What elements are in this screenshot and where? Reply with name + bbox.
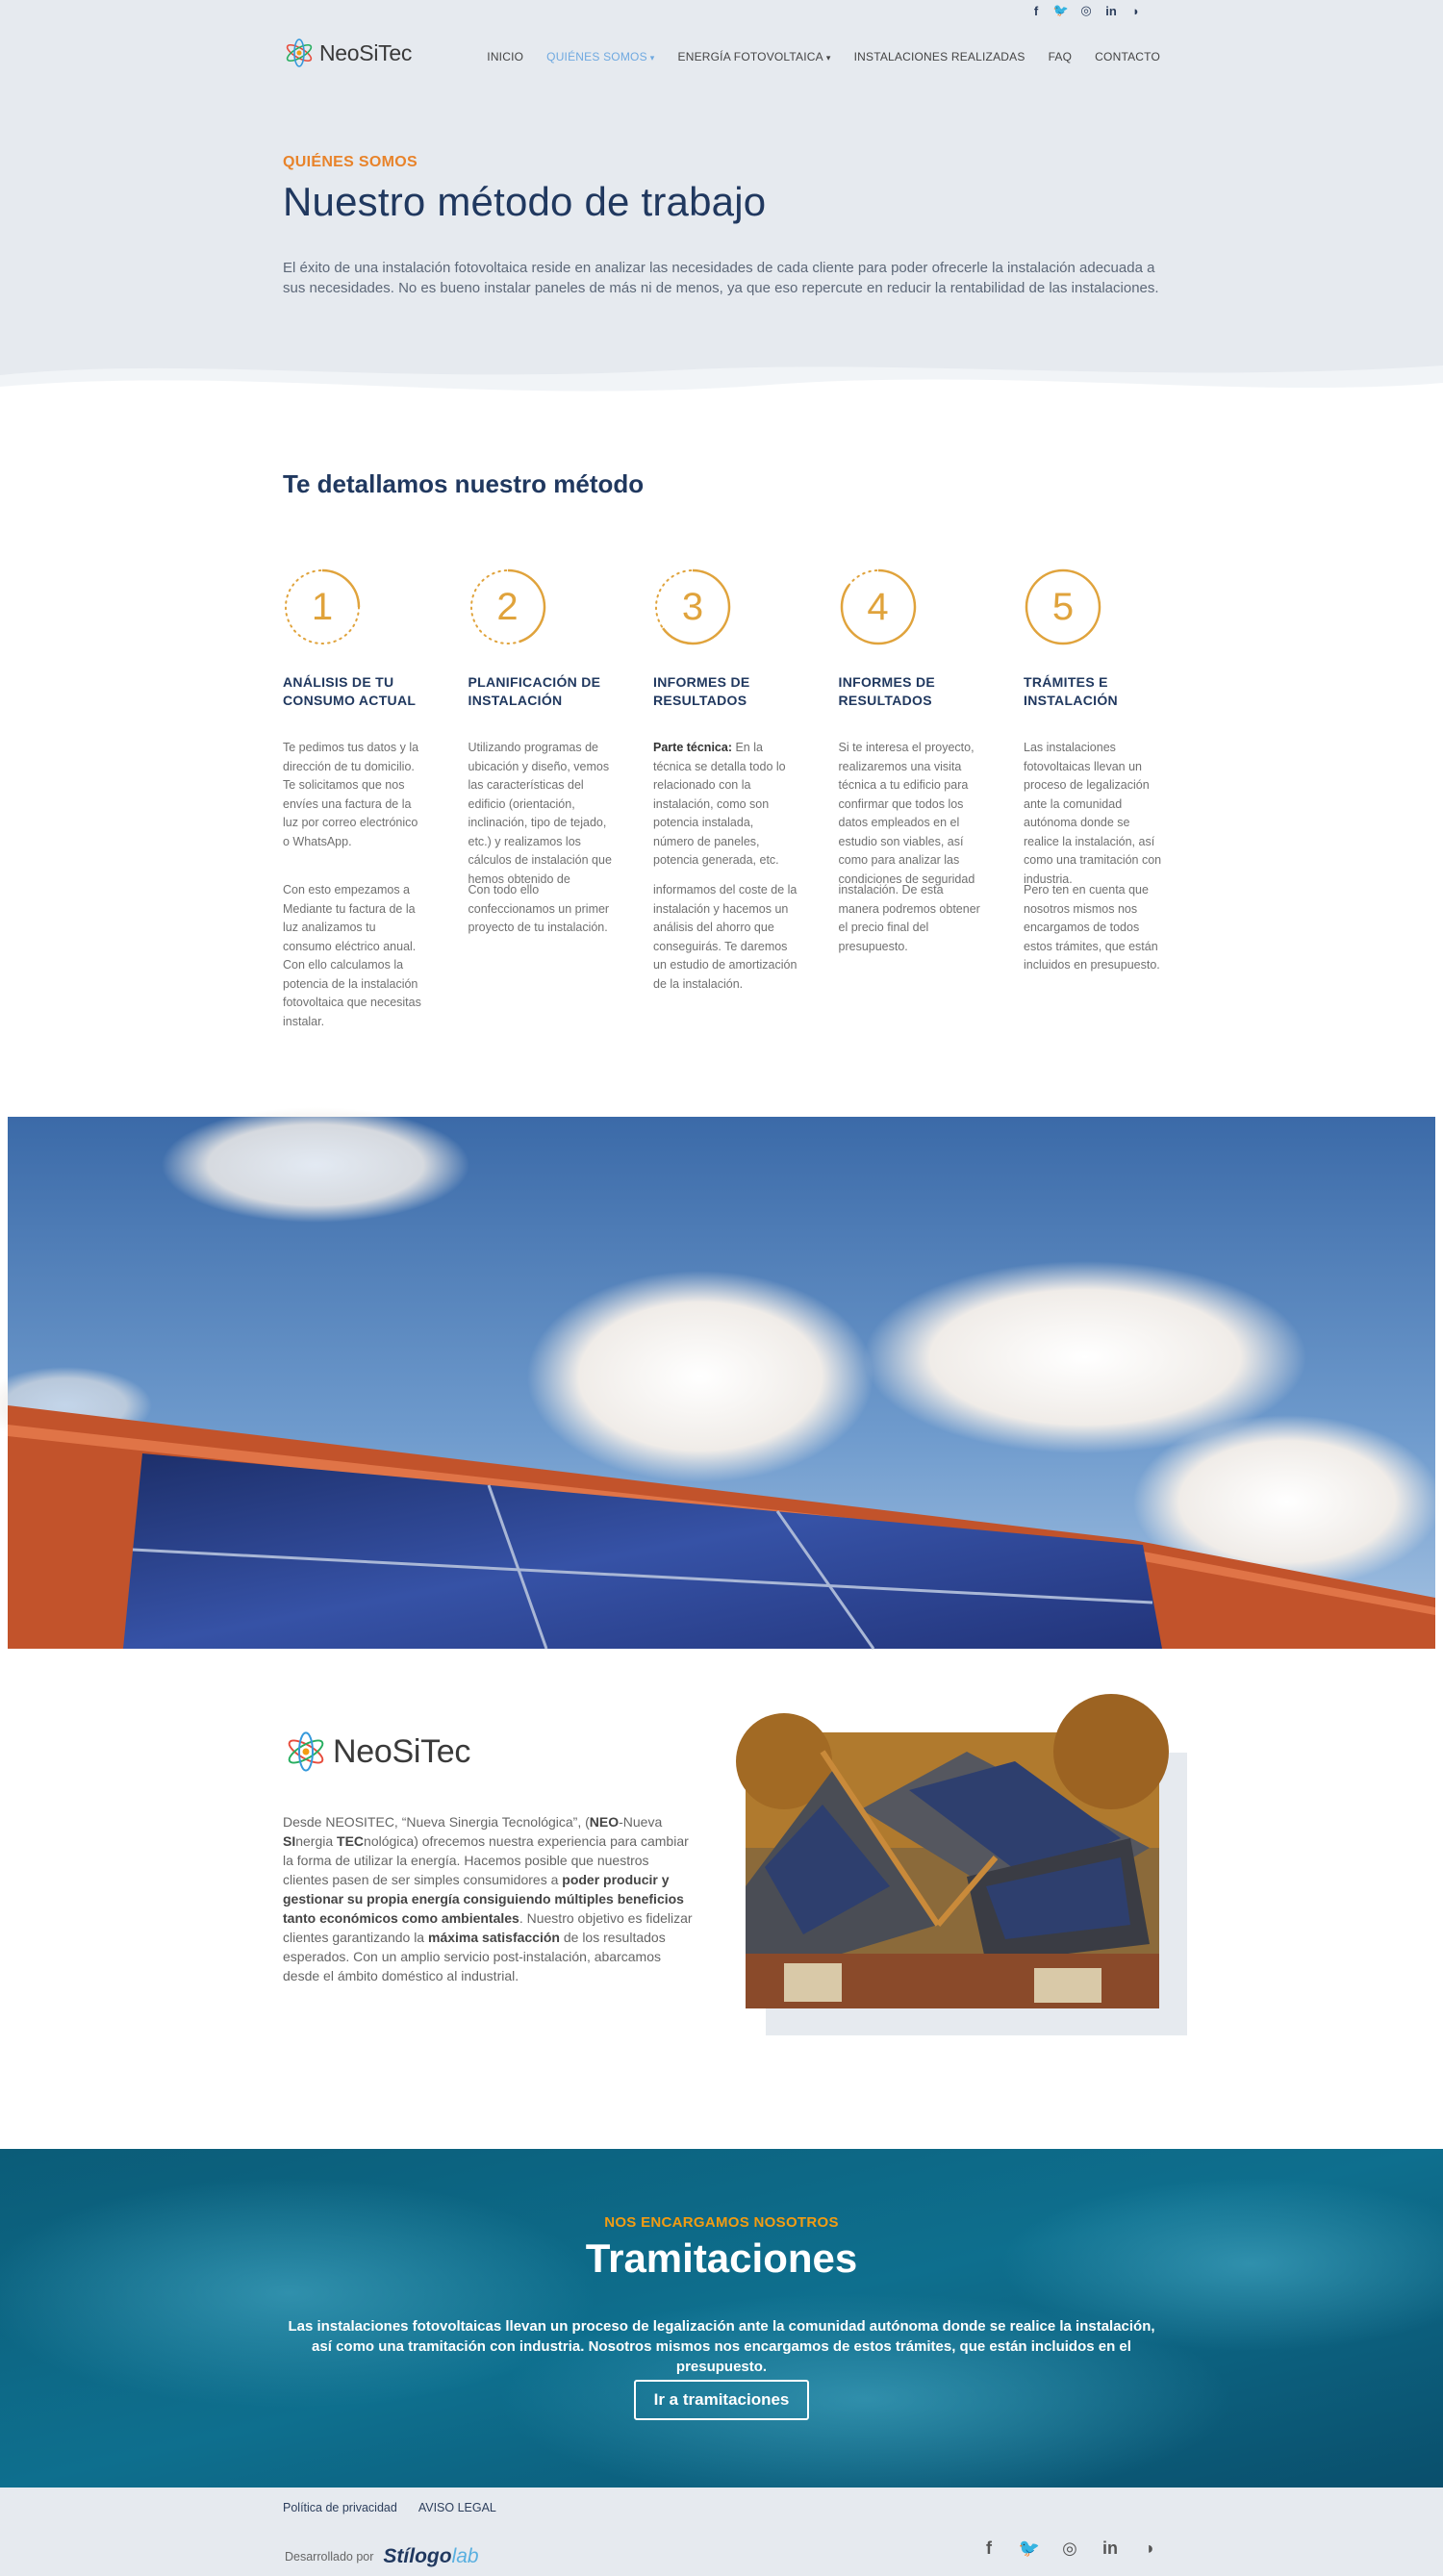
nav-item-4[interactable]	[1049, 50, 1073, 63]
step-number: 3	[681, 585, 704, 628]
about-logo	[283, 1731, 470, 1772]
developer-credit	[285, 2545, 479, 2568]
facebook-icon[interactable]: f	[986, 2538, 992, 2558]
topbar-social-links	[1029, 2, 1143, 19]
house-solar-panels-image	[746, 1732, 1159, 2008]
developed-by-label: Desarrollado por	[285, 2550, 374, 2563]
method-step-5	[1024, 568, 1168, 1031]
nav-item-label: ENERGÍA FOTOVOLTAICA	[677, 50, 823, 63]
method-section-title: Te detallamos nuestro método	[283, 469, 645, 498]
nav-item-1[interactable]	[546, 50, 654, 63]
step-progress-circle	[283, 568, 362, 646]
main-navigation	[487, 50, 1160, 63]
hero-wave-divider	[0, 346, 1443, 423]
step-body	[283, 739, 427, 1031]
chevron-down-icon: ▾	[649, 53, 655, 63]
rss-icon[interactable]: ◗	[1145, 2538, 1156, 2558]
hero-section	[0, 0, 1443, 404]
method-steps	[283, 568, 1168, 1031]
step-paragraph-1: Utilizando programas de ubicación y diseño, vemos las características del edificio (orientación, inclinación, tipo de tejado, etc.) y realizamos los cálculos de instalación que hemos obtenido de	[468, 741, 612, 886]
method-step-4	[839, 568, 983, 1031]
step-body	[839, 739, 983, 956]
step-title: INFORMES DE RESULTADOS	[838, 674, 936, 708]
logo-text: NeoSiTec	[319, 39, 413, 65]
step-paragraph-1: Si te interesa el proyecto, realizaremos una visita técnica a tu edificio para confirmar que todos los datos empleados en el estudio son viables, así como para analizar las condiciones de seguridad	[838, 741, 975, 886]
page-title: Nuestro método de trabajo	[283, 179, 767, 224]
step-body	[653, 739, 797, 994]
step-title: TRÁMITES E INSTALACIÓN	[1024, 674, 1118, 708]
footer-links	[283, 2501, 496, 2514]
method-step-1	[283, 568, 427, 1031]
tramitaciones-button[interactable]: Ir a tramitaciones	[634, 2380, 809, 2420]
step-progress-circle	[1024, 568, 1102, 646]
nav-item-label: FAQ	[1048, 50, 1073, 63]
step-title: INFORMES DE RESULTADOS	[653, 674, 750, 708]
step-paragraph-2: Con esto empezamos a Mediante tu factura de la luz analizamos tu consumo eléctrico anual. Con ello calculamos la potencia de la instalación fotovoltaica que necesitas instalar.	[283, 883, 421, 1028]
step-paragraph-1: Te pedimos tus datos y la dirección de tu domicilio. Te solicitamos que nos envíes una factura de la luz por correo electrónico o WhatsApp.	[283, 741, 419, 848]
nav-item-label: INICIO	[487, 50, 524, 63]
facebook-icon[interactable]: f	[1033, 3, 1039, 18]
method-step-2	[468, 568, 613, 1031]
cta-description: Las instalaciones fotovoltaicas llevan un proceso de legalización ante la comunidad autónoma donde se realice la instalación, así como una tramitación con industria. Nosotros mismos nos encargamos de estos trámites, que están incluidos en el presupuesto.	[288, 2318, 1155, 2375]
step-paragraph-1: Las instalaciones fotovoltaicas llevan un proceso de legalización ante la comunidad autónoma donde se realice la instalación, así como una tramitación con industria.	[1024, 741, 1162, 886]
site-logo[interactable]	[283, 38, 412, 67]
linkedin-icon[interactable]: in	[1102, 2538, 1118, 2558]
about-logo-text: NeoSiTec	[333, 1732, 471, 1770]
logo-atom-icon	[283, 1731, 329, 1772]
cta-title: Tramitaciones	[585, 2235, 858, 2281]
step-progress-circle	[839, 568, 918, 646]
stilogo-lab-logo[interactable]: Stílogolab	[383, 2545, 479, 2567]
rss-icon[interactable]: ◗	[1132, 3, 1140, 18]
nav-item-label: CONTACTO	[1095, 50, 1160, 63]
step-number: 4	[867, 585, 889, 628]
footer-social-links	[979, 2538, 1160, 2559]
chevron-down-icon: ▾	[825, 53, 831, 63]
footer-link-0[interactable]: Política de privacidad	[283, 2501, 397, 2514]
step-paragraph-2: Pero ten en cuenta que nosotros mismos nos encargamos de todos estos trámites, que están incluidos en presupuesto.	[1024, 883, 1160, 972]
step-title: PLANIFICACIÓN DE INSTALACIÓN	[468, 674, 601, 708]
about-description: Desde NEOSITEC, “Nueva Sinergia Tecnológica”, (NEO-Nueva SInergia TECnológica) ofrecemos nuestra experiencia para cambiar la forma de utilizar la energía. Hacemos posible que nuestros clientes pasen de ser simples consumidores a poder producir y gestionar su propia energía consiguiendo múltiples beneficios tanto económicos como ambientales. Nuestro objetivo es fidelizar clientes garantizando la máxima satisfacción de los resultados esperados. Con un amplio servicio post-instalación, abarcamos desde el ámbito doméstico al industrial.	[283, 1814, 693, 1983]
step-paragraph-2: instalación. De esta manera podremos obtener el precio final del presupuesto.	[838, 883, 980, 953]
step-paragraph-2: informamos del coste de la instalación y hacemos un análisis del ahorro que conseguirás. Te daremos un estudio de amortización de la instalación.	[653, 883, 797, 991]
tramitaciones-cta-section	[0, 2149, 1443, 2488]
linkedin-icon[interactable]: in	[1105, 3, 1117, 18]
step-paragraph-1: Parte técnica: En la técnica se detalla todo lo relacionado con la instalación, como son potencia instalada, número de paneles, potencia generada, etc.	[653, 741, 786, 867]
solar-roof-banner-image	[8, 1117, 1435, 1649]
hero-eyebrow: QUIÉNES SOMOS	[283, 154, 418, 170]
nav-item-2[interactable]	[678, 50, 831, 63]
step-paragraph-2: Con todo ello confeccionamos un primer proyecto de tu instalación.	[468, 883, 610, 934]
hero-description: El éxito de una instalación fotovoltaica reside en analizar las necesidades de cada cliente para poder ofrecerle la instalación adecuada a sus necesidades. No es bueno instalar paneles de más ni de menos, ya que eso repercute en reducir la rentabilidad de las instalaciones.	[283, 260, 1159, 296]
nav-item-5[interactable]	[1095, 50, 1160, 63]
step-progress-circle	[468, 568, 547, 646]
logo-atom-icon	[283, 38, 316, 67]
twitter-icon[interactable]: 🐦	[1018, 2538, 1041, 2558]
method-step-3	[653, 568, 797, 1031]
nav-item-label: QUIÉNES SOMOS	[546, 50, 647, 63]
twitter-icon[interactable]: 🐦	[1052, 3, 1070, 17]
site-footer	[0, 2488, 1443, 2576]
step-number: 2	[496, 585, 519, 628]
step-bold-label: Parte técnica:	[653, 741, 732, 754]
step-body	[468, 739, 613, 938]
step-title: ANÁLISIS DE TU CONSUMO ACTUAL	[283, 674, 417, 708]
step-number: 5	[1051, 585, 1075, 628]
nav-item-0[interactable]	[487, 50, 523, 63]
instagram-icon[interactable]: ◎	[1062, 2538, 1077, 2558]
nav-item-label: INSTALACIONES REALIZADAS	[853, 50, 1025, 63]
step-progress-circle	[653, 568, 732, 646]
instagram-icon[interactable]: ◎	[1080, 3, 1092, 17]
cta-eyebrow: NOS ENCARGAMOS NOSOTROS	[604, 2214, 839, 2231]
step-number: 1	[311, 585, 334, 628]
step-body	[1024, 739, 1168, 975]
nav-item-3[interactable]	[854, 50, 1025, 63]
footer-link-1[interactable]: AVISO LEGAL	[418, 2501, 496, 2514]
